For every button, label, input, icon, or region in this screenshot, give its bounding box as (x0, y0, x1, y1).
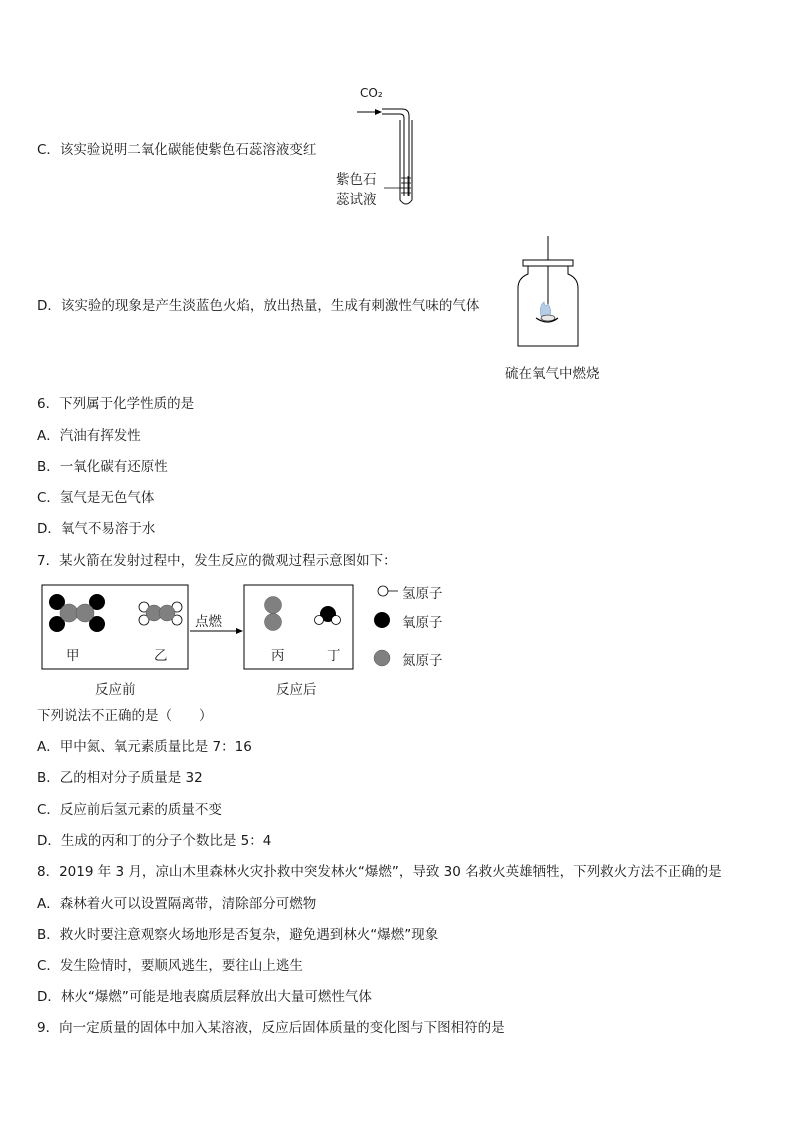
litmus-label-line2: 蕊试液 (336, 192, 377, 208)
sulfur-combustion-figure (500, 234, 610, 384)
q6-stem: 6．下列属于化学性质的是 (37, 396, 195, 412)
q5-option-c: C．该实验说明二氧化碳能使紫色石蕊溶液变红 (37, 142, 317, 158)
legend-hydrogen: 氢原子 (402, 586, 443, 602)
reaction-diagram-svg (40, 580, 460, 675)
q7-option-c: C．反应前后氢元素的质量不变 (37, 802, 222, 818)
litmus-label-line1: 紫色石 (336, 172, 377, 188)
arrow-label-ignite: 点燃 (195, 614, 222, 630)
q7-stem: 7．某火箭在发射过程中，发生反应的微观过程示意图如下： (37, 553, 397, 569)
legend-oxygen: 氧原子 (402, 615, 443, 631)
q6-option-c: C．氢气是无色气体 (37, 490, 155, 506)
label-ding: 丁 (327, 648, 341, 664)
q8-option-a: A．森林着火可以设置隔离带，清除部分可燃物 (37, 896, 317, 912)
q8-option-b: B．救火时要注意观察火场地形是否复杂，避免遇到林火“爆燃”现象 (37, 927, 439, 943)
reaction-micro-diagram (40, 580, 460, 700)
label-yi: 乙 (154, 648, 168, 664)
legend-nitrogen: 氮原子 (402, 653, 443, 669)
q6-option-a: A．汽油有挥发性 (37, 428, 141, 444)
co2-test-tube-figure (330, 84, 430, 214)
label-bing: 丙 (271, 648, 285, 664)
q9-stem: 9．向一定质量的固体中加入某溶液，反应后固体质量的变化图与下图相符的是 (37, 1020, 505, 1036)
q5-option-d: D．该实验的现象是产生淡蓝色火焰，放出热量，生成有刺激性气味的气体 (37, 298, 480, 314)
caption-after: 反应后 (276, 682, 317, 698)
q8-option-d: D．林火“爆燃”可能是地表腐质层释放出大量可燃性气体 (37, 989, 372, 1005)
q6-option-d: D．氧气不易溶于水 (37, 521, 156, 537)
q8-option-c: C．发生险情时，要顺风逃生，要往山上逃生 (37, 958, 303, 974)
q6-option-b: B．一氧化碳有还原性 (37, 459, 168, 475)
q7-option-d: D．生成的丙和丁的分子个数比是 5：4 (37, 833, 272, 849)
q8-stem: 8．2019 年 3 月，凉山木里森林火灾扑救中突发林火“爆燃”，导致 30 名救火英雄牺牲，下列救火方法不正确的是 (37, 864, 722, 880)
co2-label: CO₂ (360, 86, 383, 100)
caption-before: 反应前 (95, 682, 136, 698)
gas-bottle-diagram (500, 234, 610, 354)
sulfur-caption: 硫在氧气中燃烧 (505, 366, 600, 382)
q7-option-a: A．甲中氮、氧元素质量比是 7：16 (37, 739, 252, 755)
q7-question: 下列说法不正确的是（ ） (37, 708, 213, 724)
label-jia: 甲 (66, 648, 80, 664)
q7-option-b: B．乙的相对分子质量是 32 (37, 770, 203, 786)
